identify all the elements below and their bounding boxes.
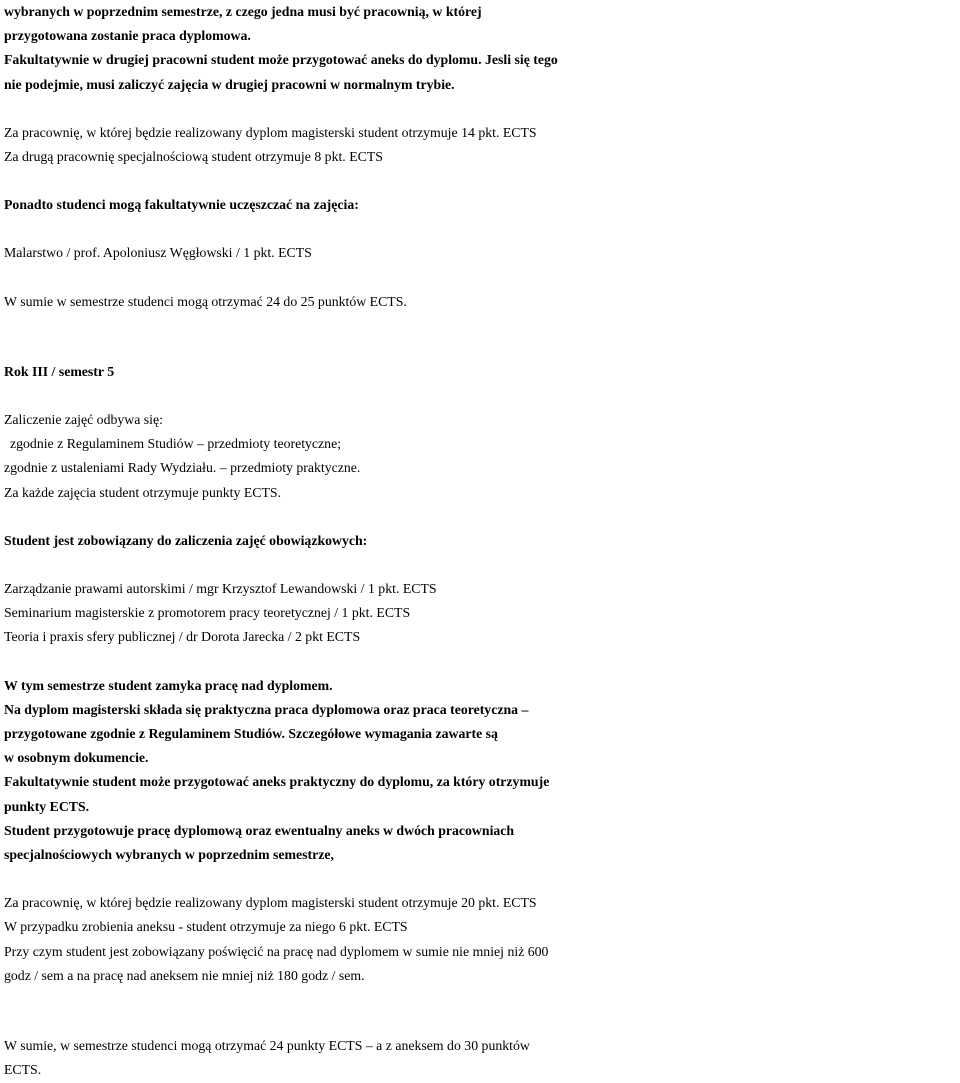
text-line: przygotowane zgodnie z Regulaminem Studiów. Szczegółowe wymagania zawarte są [4, 726, 498, 742]
section-heading: Ponadto studenci mogą fakultatywnie uczęszczać na zajęcia: [4, 197, 359, 213]
spacer [4, 217, 954, 241]
text-line: Za pracownię, w której będzie realizowany dyplom magisterski student otrzymuje 14 pkt. ECTS [4, 124, 537, 140]
text-line: W sumie, w semestrze studenci mogą otrzymać 24 punkty ECTS – a z aneksem do 30 punktów [4, 1038, 530, 1054]
text-line: punkty ECTS. [4, 798, 90, 814]
spacer [4, 97, 954, 121]
text-line: Zaliczenie zajęć odbywa się: [4, 412, 163, 428]
text-line: zgodnie z Regulaminem Studiów – przedmioty teoretyczne; [10, 436, 342, 452]
text-line: Student przygotowuje pracę dyplomową oraz ewentualny aneks w dwóch pracowniach [4, 822, 515, 838]
spacer [4, 867, 954, 891]
text-line: ECTS. [4, 1062, 42, 1078]
text-line: Fakultatywnie w drugiej pracowni student może przygotować aneks do dyplomu. Jesli się tego [4, 52, 558, 68]
text-line: W tym semestrze student zamyka pracę nad dyplomem. [4, 677, 333, 693]
text-line: w osobnym dokumencie. [4, 750, 149, 766]
text-line: zgodnie z ustaleniami Rady Wydziału. – przedmioty praktyczne. [4, 460, 361, 476]
text-line: Za drugą pracownię specjalnościową student otrzymuje 8 pkt. ECTS [4, 149, 383, 165]
text-line: Teoria i praxis sfery publicznej / dr Dorota Jarecka / 2 pkt ECTS [4, 629, 361, 645]
text-line: Fakultatywnie student może przygotować aneks praktyczny do dyplomu, za który otrzymuje [4, 774, 550, 790]
spacer [4, 384, 954, 408]
text-line: Na dyplom magisterski składa się praktyczna praca dyplomowa oraz praca teoretyczna – [4, 701, 529, 717]
text-line: Za każde zajęcia student otrzymuje punkty ECTS. [4, 484, 281, 500]
text-line: godz / sem a na pracę nad aneksem nie mniej niż 180 godz / sem. [4, 967, 365, 983]
text-line: specjalnościowych wybranych w poprzednim semestrze, [4, 847, 334, 863]
text-line: W sumie w semestrze studenci mogą otrzymać 24 do 25 punktów ECTS. [4, 293, 407, 309]
text-line: nie podejmie, musi zaliczyć zajęcia w drugiej pracowni w normalnym trybie. [4, 76, 455, 92]
text-line: Przy czym student jest zobowiązany poświęcić na pracę nad dyplomem w sumie nie mniej niż 600 [4, 943, 549, 959]
spacer [4, 266, 954, 290]
section-heading: Student jest zobowiązany do zaliczenia zajęć obowiązkowych: [4, 532, 368, 548]
text-line: W przypadku zrobienia aneksu - student otrzymuje za niego 6 pkt. ECTS [4, 919, 408, 935]
text-line: Za pracownię, w której będzie realizowany dyplom magisterski student otrzymuje 20 pkt. ECTS [4, 895, 537, 911]
spacer [4, 314, 954, 360]
text-line: wybranych w poprzednim semestrze, z czego jedna musi być pracownią, w której [4, 4, 482, 19]
text-line: Seminarium magisterskie z promotorem pracy teoretycznej / 1 pkt. ECTS [4, 605, 411, 621]
text-line: Zarządzanie prawami autorskimi / mgr Krzysztof Lewandowski / 1 pkt. ECTS [4, 581, 437, 597]
text-line: Malarstwo / prof. Apoloniusz Węgłowski / 1 pkt. ECTS [4, 245, 312, 261]
spacer [4, 505, 954, 529]
section-heading: Rok III / semestr 5 [4, 363, 115, 379]
spacer [4, 553, 954, 577]
spacer [4, 169, 954, 193]
spacer [4, 988, 954, 1034]
text-line: przygotowana zostanie praca dyplomowa. [4, 28, 251, 44]
spacer [4, 650, 954, 674]
